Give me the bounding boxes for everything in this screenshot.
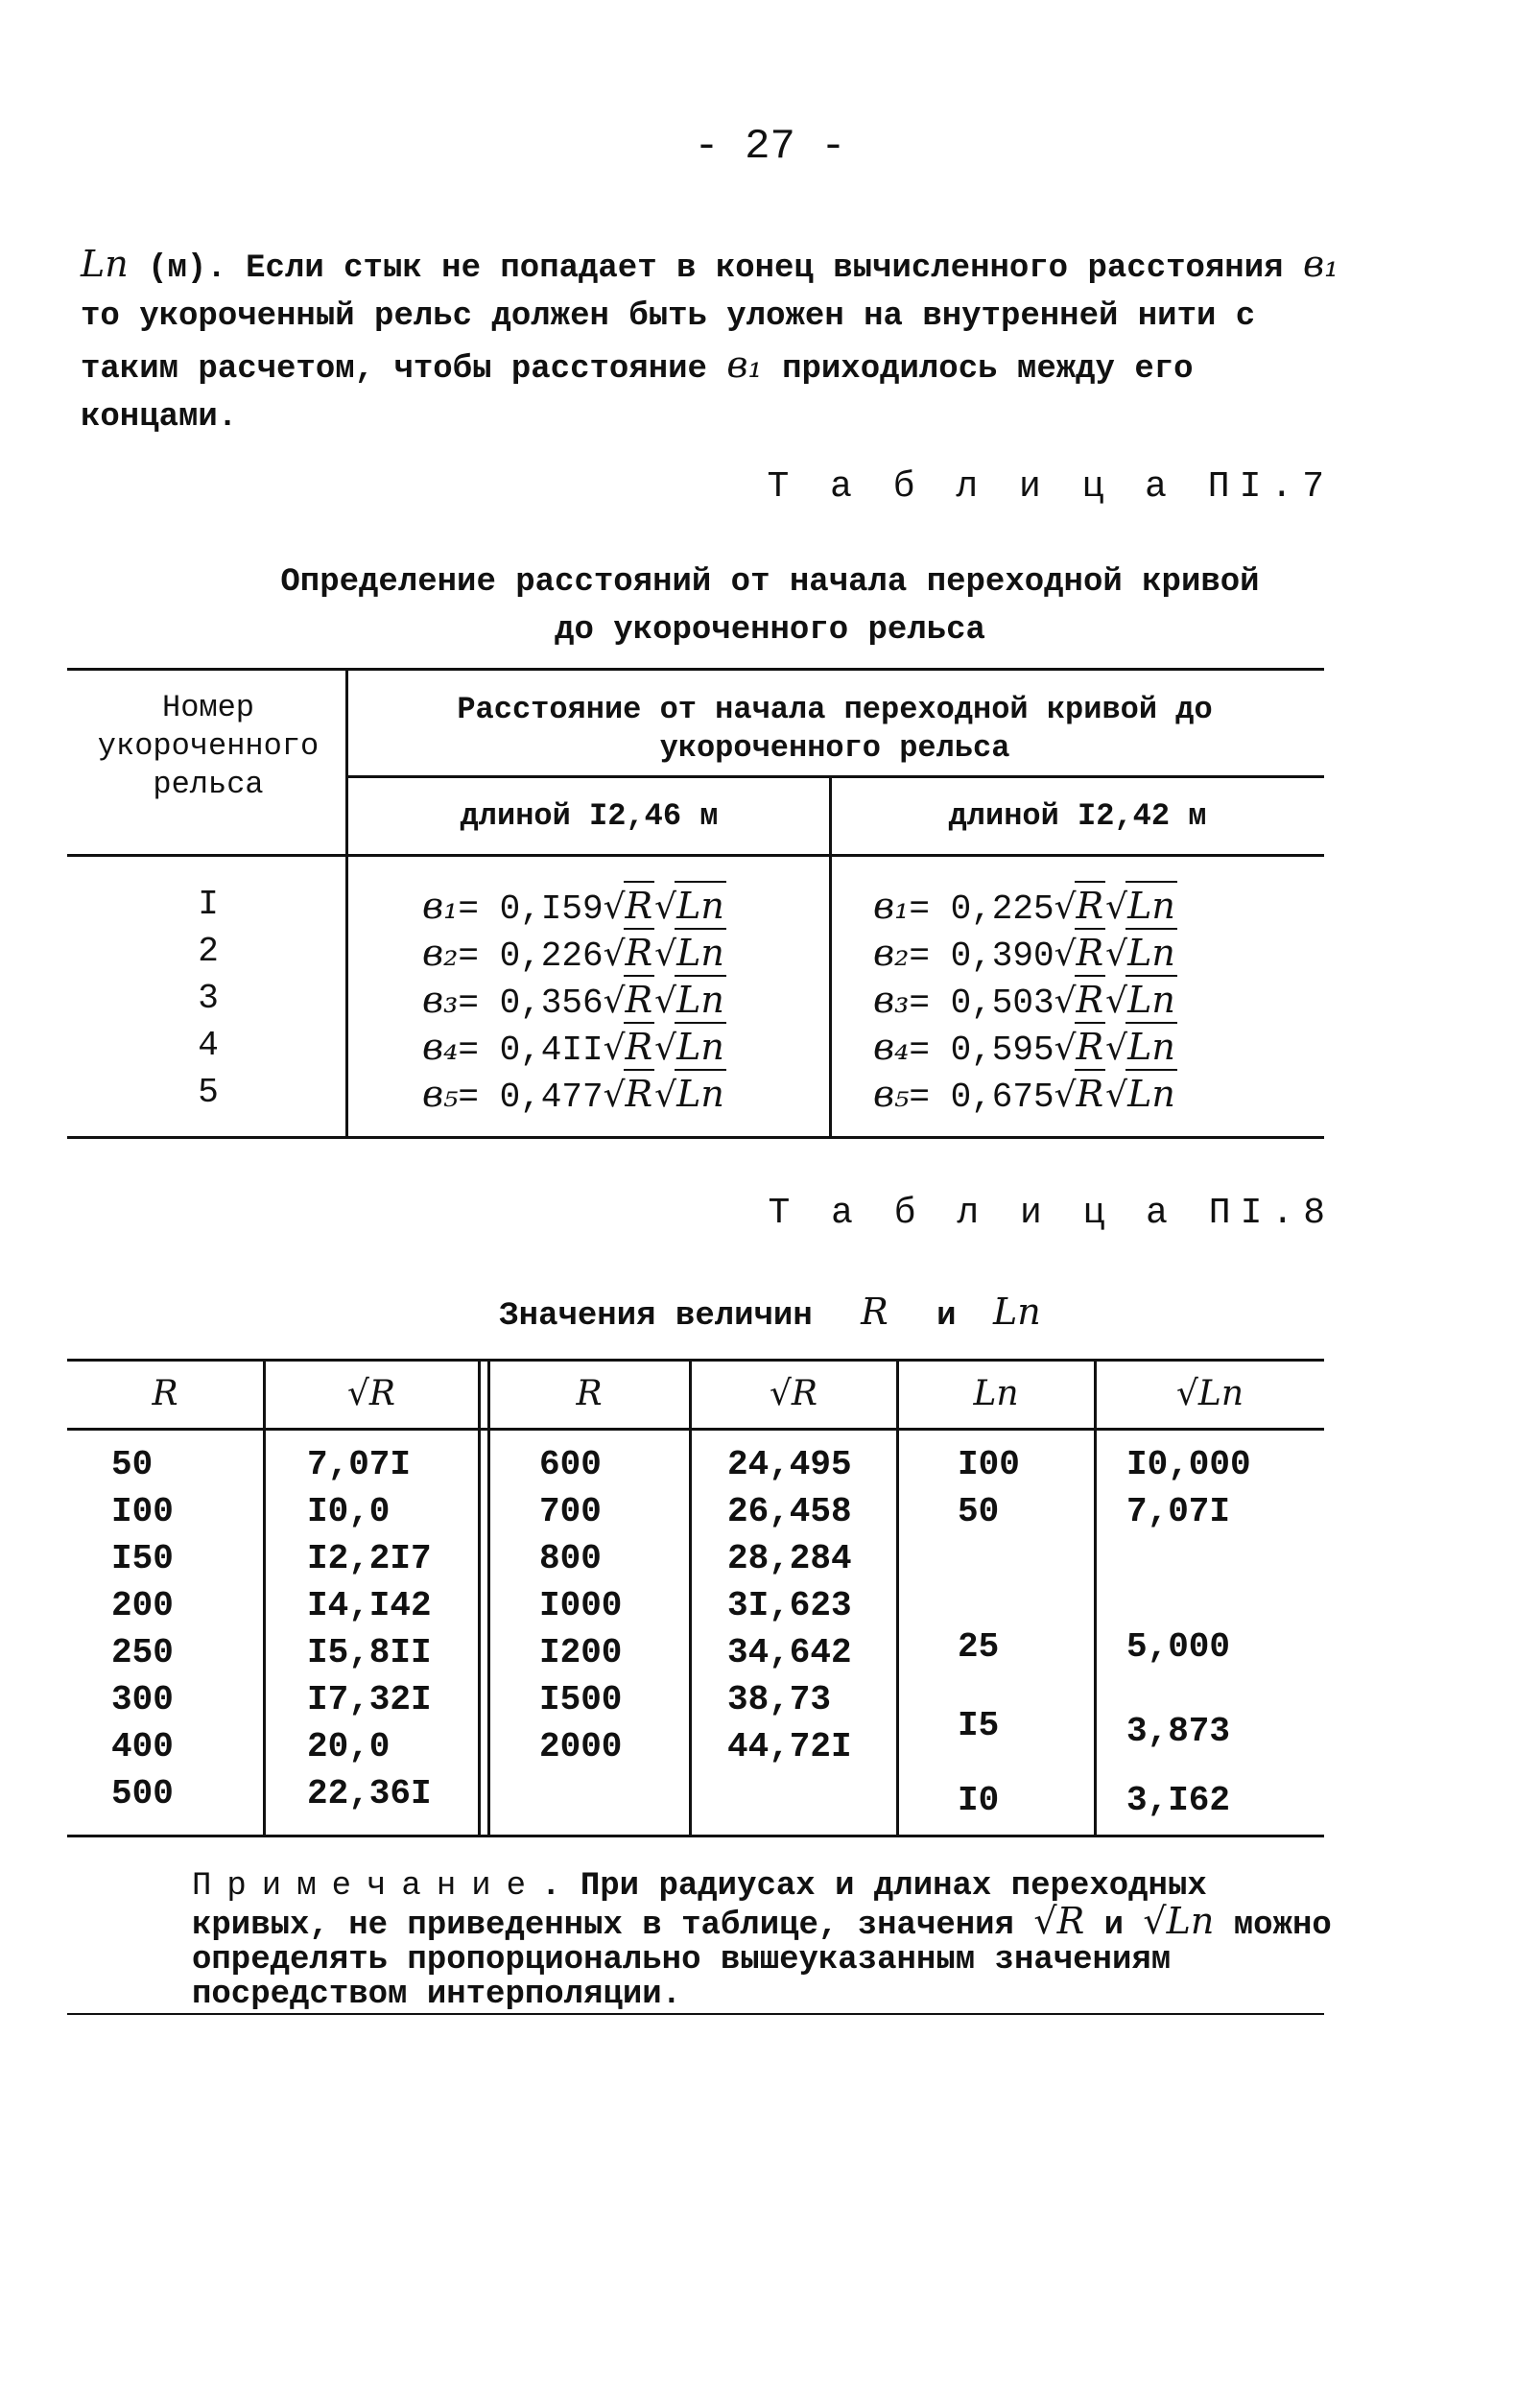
table8-vline-5 xyxy=(1094,1359,1097,1835)
table8-cell: I500 xyxy=(539,1680,623,1719)
table7-formula-sqrt-ln: Lп xyxy=(1125,928,1177,977)
table8-cell: I200 xyxy=(539,1633,623,1672)
sqrt-icon: √ xyxy=(1054,935,1077,974)
table7-formula-sqrt-r: R xyxy=(1075,975,1106,1024)
note-title: Примечание xyxy=(192,1868,542,1905)
table7-formula-a xyxy=(422,928,726,980)
table8-caption-r: R xyxy=(861,1291,888,1333)
note-sym-sqrt-r: √R xyxy=(1033,1900,1085,1942)
page-number: - 27 - xyxy=(694,123,846,171)
table8-header-rule xyxy=(67,1428,1324,1431)
table7-formula-symbol: в₂ xyxy=(422,932,459,974)
sqrt-icon: √ xyxy=(603,935,626,974)
table7-caption-line1: Определение расстояний от начала переходной кривой xyxy=(280,564,1260,601)
table8-cell: 44,72I xyxy=(727,1727,852,1766)
table8-cell: I0,0 xyxy=(307,1492,391,1531)
sqrt-icon: √ xyxy=(603,1076,626,1115)
table7-formula-coef: = 0,I59 xyxy=(458,889,604,929)
sqrt-icon: √ xyxy=(654,1076,677,1115)
table7-top-rule xyxy=(67,668,1324,671)
sqrt-icon: √ xyxy=(654,982,677,1021)
table7-header-rule xyxy=(67,854,1324,857)
table8-cell: I2,2I7 xyxy=(307,1539,432,1578)
sqrt-icon: √ xyxy=(1054,1029,1077,1068)
table8-cell: 300 xyxy=(111,1680,174,1719)
table8-cell: 34,642 xyxy=(727,1633,852,1672)
symbol-ln: Lп xyxy=(81,243,129,285)
table8-cell: 3,I62 xyxy=(1126,1781,1231,1820)
table8-cell: 38,73 xyxy=(727,1680,832,1719)
sqrt-icon: √ xyxy=(603,1029,626,1068)
table8-cell: I0,000 xyxy=(1126,1445,1251,1484)
table7-formula-symbol: в₁ xyxy=(873,885,910,927)
table7-row-number: 4 xyxy=(198,1026,219,1065)
table8-label: Т а б л и ц а ПI.8 xyxy=(768,1193,1335,1234)
table7-formula-coef: = 0,390 xyxy=(909,936,1054,976)
table8-cell: I000 xyxy=(539,1586,623,1625)
table7-formula-coef: = 0,595 xyxy=(909,1031,1054,1070)
table8-header-cell: √Lп xyxy=(1175,1374,1244,1413)
table7-formula-b xyxy=(873,928,1177,980)
table7-row-number: 2 xyxy=(198,932,219,971)
table8-cell: 24,495 xyxy=(727,1445,852,1484)
table8-cell: 28,284 xyxy=(727,1539,852,1578)
table8-cell: 3I,623 xyxy=(727,1586,852,1625)
table8-caption-prefix: Значения величин xyxy=(499,1298,813,1335)
table8-cell: I5,8II xyxy=(307,1633,432,1672)
note-and: и xyxy=(1103,1907,1124,1944)
sqrt-icon: √ xyxy=(1105,888,1128,927)
sqrt-icon: √ xyxy=(654,935,677,974)
table7-formula-sqrt-ln: Lп xyxy=(1125,975,1177,1024)
table8-cell: 400 xyxy=(111,1727,174,1766)
table8-cell: 600 xyxy=(539,1445,602,1484)
sqrt-icon: √ xyxy=(654,888,677,927)
table8-bottom-rule xyxy=(67,1835,1324,1837)
note-text-2: можно определять пропорционально вышеуказанным значениям посредством интерполяции. xyxy=(192,1907,1332,2013)
table8-cell: 5,000 xyxy=(1126,1627,1231,1667)
table7-formula-sqrt-ln: Lп xyxy=(1125,881,1177,930)
table7-formula-sqrt-ln: Lп xyxy=(675,1069,726,1118)
table8-vline-2a xyxy=(478,1359,481,1835)
table7-formula-coef: = 0,477 xyxy=(458,1078,604,1117)
table7-formula-sqrt-ln: Lп xyxy=(675,881,726,930)
table8-cell: 200 xyxy=(111,1586,174,1625)
table7-formula-sqrt-r: R xyxy=(624,975,655,1024)
table7-formula-symbol: в₄ xyxy=(873,1026,910,1068)
note-sym-sqrt-ln: √Lп xyxy=(1143,1900,1215,1942)
table7-vline-2 xyxy=(829,775,832,1138)
table7-formula-a xyxy=(422,975,726,1027)
table8-cell: I0 xyxy=(958,1781,1000,1820)
table7-formula-b xyxy=(873,1022,1177,1074)
table7-formula-sqrt-ln: Lп xyxy=(675,928,726,977)
table7-formula-b xyxy=(873,1069,1177,1121)
table7-formula-sqrt-ln: Lп xyxy=(1125,1022,1177,1071)
table7-formula-sqrt-ln: Lп xyxy=(675,975,726,1024)
table7-formula-b xyxy=(873,975,1177,1027)
table8-header-cell: √R xyxy=(769,1374,818,1413)
table8-cell: 250 xyxy=(111,1633,174,1672)
table8-cell: 7,07I xyxy=(307,1445,412,1484)
table7-formula-coef: = 0,356 xyxy=(458,983,604,1023)
table8-caption xyxy=(0,1288,1540,1340)
table8-cell: I50 xyxy=(111,1539,174,1578)
table8-vline-2b xyxy=(487,1359,490,1835)
table8-cell: 800 xyxy=(539,1539,602,1578)
table8-header-cell: Lп xyxy=(973,1374,1019,1413)
note-text-1: . При радиусах и длинах переходных кривых, не приведенных в таблице, значения xyxy=(192,1868,1207,1944)
table7-formula-sqrt-r: R xyxy=(624,1022,655,1071)
table8-top-rule xyxy=(67,1359,1324,1362)
table8-cell: 3,873 xyxy=(1126,1712,1231,1751)
table7-row-number: 3 xyxy=(198,979,219,1018)
table8-cell: I5 xyxy=(958,1706,1000,1745)
table8-cell: 26,458 xyxy=(727,1492,852,1531)
table7-formula-coef: = 0,4II xyxy=(458,1031,604,1070)
table8-vline-1 xyxy=(263,1359,266,1835)
table7-formula-sqrt-r: R xyxy=(1075,928,1106,977)
table8-cell: I7,32I xyxy=(307,1680,432,1719)
table7-subheader-b: длиной I2,42 м xyxy=(948,798,1207,834)
sqrt-icon: √ xyxy=(1054,1076,1077,1115)
table7-formula-b xyxy=(873,881,1177,933)
table7-formula-sqrt-r: R xyxy=(1075,881,1106,930)
table8-header-cell: √R xyxy=(346,1374,396,1413)
sqrt-icon: √ xyxy=(1105,1076,1128,1115)
table8-header-cell: R xyxy=(576,1374,603,1413)
table7-formula-a xyxy=(422,881,726,933)
table7-formula-symbol: в₃ xyxy=(873,979,910,1021)
note-bottom-rule xyxy=(67,2013,1324,2015)
table7-formula-sqrt-ln: Lп xyxy=(1125,1069,1177,1118)
sqrt-icon: √ xyxy=(1105,982,1128,1021)
table8-caption-ln: Lп xyxy=(992,1291,1041,1333)
table7-formula-symbol: в₁ xyxy=(422,885,459,927)
table7-caption-line2: до укороченного рельса xyxy=(555,612,985,649)
table8-cell: I00 xyxy=(958,1445,1020,1484)
table7-formula-coef: = 0,226 xyxy=(458,936,604,976)
table7-formula-symbol: в₅ xyxy=(422,1073,459,1115)
table8-cell: I00 xyxy=(111,1492,174,1531)
intro-text-3: приходилось между его концами. xyxy=(81,351,1194,436)
table7-formula-sqrt-r: R xyxy=(624,1069,655,1118)
table7-formula-symbol: в₂ xyxy=(873,932,910,974)
table8-cell: 700 xyxy=(539,1492,602,1531)
table7-formula-coef: = 0,675 xyxy=(909,1078,1054,1117)
table8-header-cell: R xyxy=(152,1374,178,1413)
table8-cell: 50 xyxy=(111,1445,154,1484)
symbol-b1: в₁ xyxy=(1302,243,1339,285)
table7-group-header: Расстояние от начала переходной кривой до укороченного рельса xyxy=(457,692,1213,766)
table8-cell: 25 xyxy=(958,1627,1000,1667)
table7-formula-sqrt-ln: Lп xyxy=(675,1022,726,1071)
table7-subheader-rule xyxy=(347,775,1324,778)
intro-paragraph xyxy=(81,240,1347,441)
table7-label: Т а б л и ц а ПI.7 xyxy=(767,466,1334,508)
sqrt-icon: √ xyxy=(603,888,626,927)
table8-cell: 20,0 xyxy=(307,1727,391,1766)
symbol-b1-second: в₁ xyxy=(726,344,763,386)
table8-cell: 50 xyxy=(958,1492,1000,1531)
note-content xyxy=(192,1869,1353,2012)
table7-formula-a xyxy=(422,1069,726,1121)
table7-vline-1 xyxy=(345,668,348,1138)
table7-formula-symbol: в₄ xyxy=(422,1026,459,1068)
sqrt-icon: √ xyxy=(1105,1029,1128,1068)
table7-formula-sqrt-r: R xyxy=(1075,1069,1106,1118)
table8-cell: 500 xyxy=(111,1774,174,1813)
table7-formula-sqrt-r: R xyxy=(624,881,655,930)
table7-formula-symbol: в₅ xyxy=(873,1073,910,1115)
table8-cell: 22,36I xyxy=(307,1774,432,1813)
intro-text-2: то укороченный рельс должен быть уложен на внутренней нити с таким расчетом, чтобы расстояние xyxy=(81,298,1256,388)
table8-caption-and: и xyxy=(936,1298,957,1335)
sqrt-icon: √ xyxy=(654,1029,677,1068)
table8-cell: I4,I42 xyxy=(307,1586,432,1625)
table8-vline-3 xyxy=(689,1359,692,1835)
table8-cell: 7,07I xyxy=(1126,1492,1231,1531)
table7-row-number: 5 xyxy=(198,1073,219,1112)
table8-vline-4 xyxy=(896,1359,899,1835)
note xyxy=(192,1869,1353,2012)
sqrt-icon: √ xyxy=(1054,888,1077,927)
table7-formula-sqrt-r: R xyxy=(624,928,655,977)
intro-text-1: (м). Если стык не попадает в конец вычисленного расстояния xyxy=(148,250,1284,287)
table7-row-number: I xyxy=(198,885,219,924)
table7-subheader-a: длиной I2,46 м xyxy=(460,798,719,834)
table7-formula-sqrt-r: R xyxy=(1075,1022,1106,1071)
table7-formula-coef: = 0,225 xyxy=(909,889,1054,929)
sqrt-icon: √ xyxy=(1054,982,1077,1021)
table8-cell: 2000 xyxy=(539,1727,623,1766)
table7-bottom-rule xyxy=(67,1136,1324,1139)
table7-formula-a xyxy=(422,1022,726,1074)
table7-formula-coef: = 0,503 xyxy=(909,983,1054,1023)
table7-formula-symbol: в₃ xyxy=(422,979,459,1021)
table7-col1-header: Номер укороченного рельса xyxy=(97,690,320,802)
sqrt-icon: √ xyxy=(603,982,626,1021)
sqrt-icon: √ xyxy=(1105,935,1128,974)
